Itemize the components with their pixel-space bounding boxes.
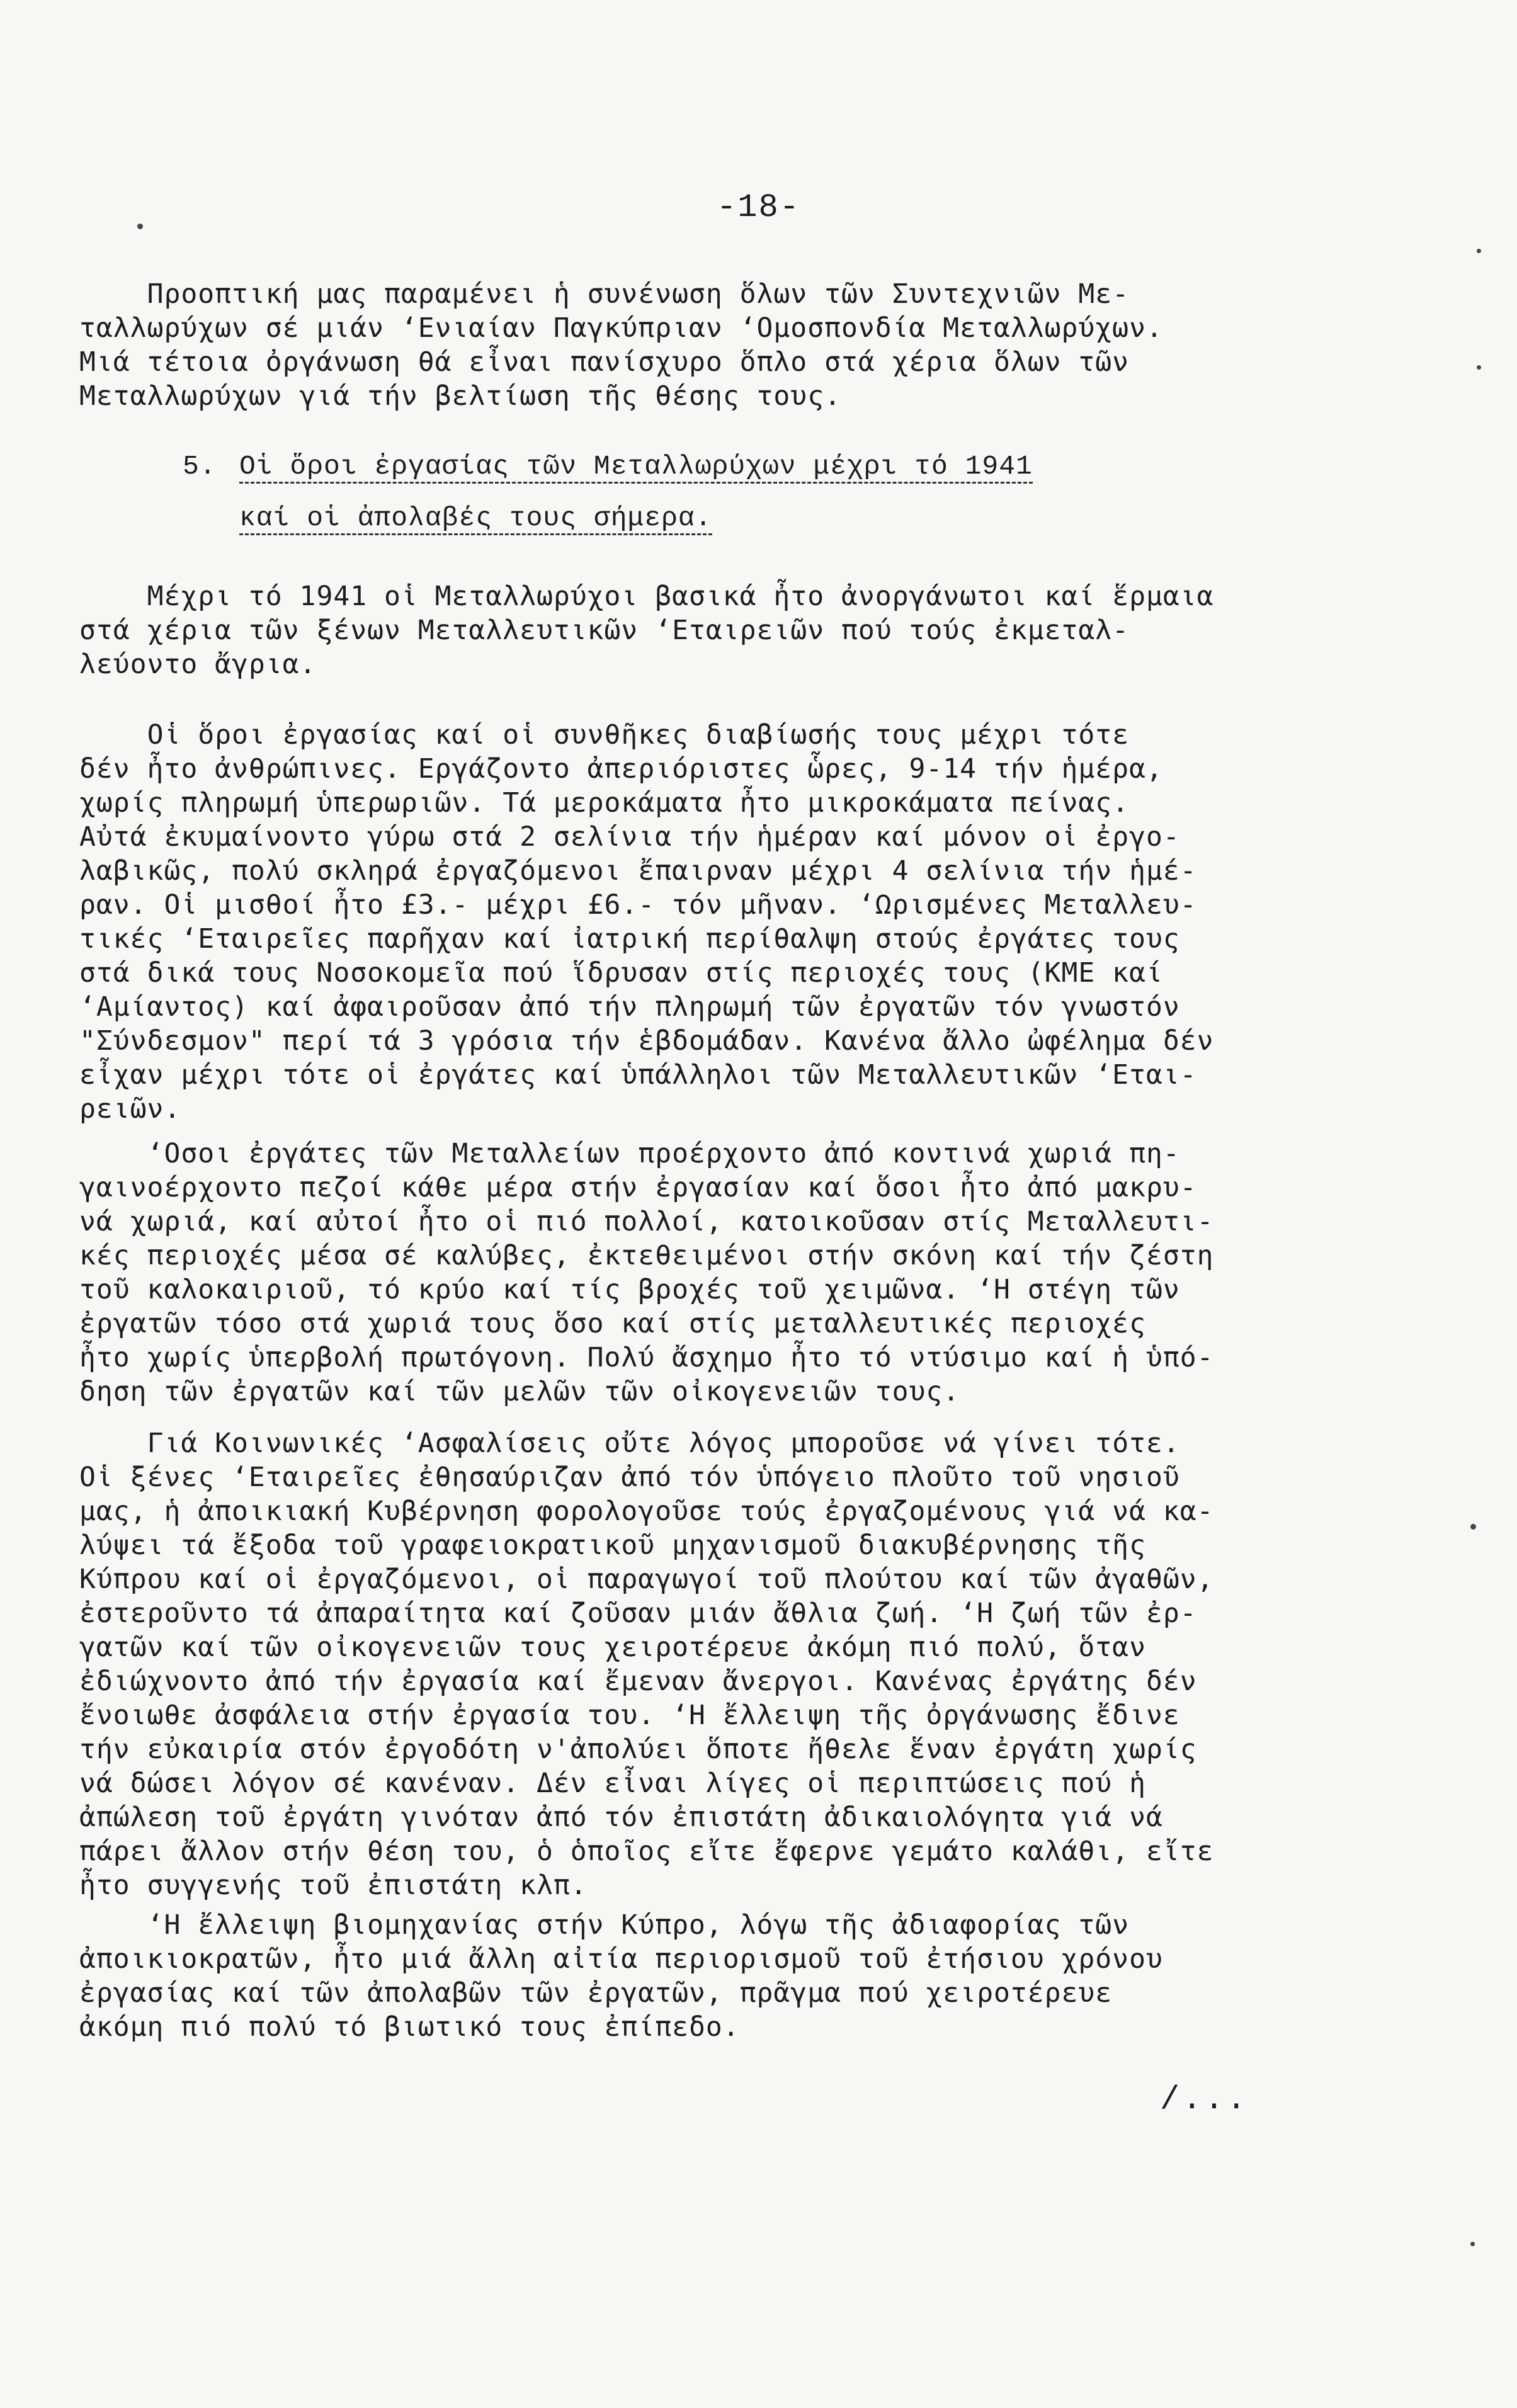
scan-speck — [1470, 2242, 1475, 2246]
page-number: -18- — [717, 189, 800, 226]
scan-speck — [137, 224, 143, 229]
section-title-line2: καί οἱ ἀπολαβές τους σήμερα. — [239, 503, 712, 535]
scan-speck — [1470, 1524, 1476, 1530]
scan-speck — [1477, 365, 1481, 370]
section-number: 5. — [183, 451, 217, 482]
section-heading-line2 — [183, 492, 1379, 544]
paragraph-social-insurance: Γιά Κοινωνικές ‘Ασφαλίσεις οὔτε λόγος μποροῦσε νά γίνει τότε. Οἱ ξένες ‘Εταιρεῖες ἐθησαύριζαν ἀπό τόν ὑπόγειο πλοῦτο τοῦ νησιοῦ μας, ἡ ἀποικιακή Κυβέρνηση φορολογοῦσε τούς ἐργαζομένους γιά νά κα- λύψει τά ἔξοδα τοῦ γραφειοκρατικοῦ μηχανισμοῦ διακυβέρνησης τῆς Κύπρου καί οἱ ἐργαζόμενοι, οἱ παραγωγοί τοῦ πλούτου καί τῶν ἀγαθῶν, ἐστεροῦντο τά ἀπαραίτητα καί ζοῦσαν μιάν ἄθλια ζωή. ‘Η ζωή τῶν ἐρ- γατῶν καί τῶν οἰκογενειῶν τους χειροτέρευε ἀκόμη πιό πολύ, ὅταν ἐδιώχνοντο ἀπό τήν ἐργασία καί ἔμεναν ἄνεργοι. Κανένας ἐργάτης δέν ἔνοιωθε ἀσφάλεια στήν ἐργασία του. ‘Η ἔλλειψη τῆς ὀργάνωσης ἔδινε τήν εὐκαιρία στόν ἐργοδότη ν'ἀπολύει ὅποτε ἤθελε ἕναν ἐργάτη χωρίς νά δώσει λόγον σέ κανέναν. Δέν εἶναι λίγες οἱ περιπτώσεις πού ἡ ἀπώλεση τοῦ ἐργάτη γινόταν ἀπό τόν ἐπιστάτη ἀδικαιολόγητα γιά νά πάρει ἄλλον στήν θέση του, ὁ ὁποῖος εἴτε ἔφερνε γεμάτο καλάθι, εἴτε ἦτο συγγενής τοῦ ἐπιστάτη κλπ. — [79, 1428, 1214, 1901]
section-heading — [183, 441, 1379, 544]
section-heading-line1 — [183, 441, 1379, 492]
paragraph-lack-of-industry: ‘Η ἔλλειψη βιομηχανίας στήν Κύπρο, λόγω τῆς ἀδιαφορίας τῶν ἀποικιοκρατῶν, ἦτο μιά ἄλλη αἰτία περιορισμοῦ τοῦ ἐτήσιου χρόνου ἐργασίας καί τῶν ἀπολαβῶν τῶν ἐργατῶν, πρᾶγμα πού χειροτέρευε ἀκόμη πιό πολύ τό βιωτικό τους ἐπίπεδο. — [79, 1909, 1163, 2043]
scan-speck — [1477, 249, 1481, 253]
section-title-line1: Οἱ ὅροι ἐργασίας τῶν Μεταλλωρύχων μέχρι τό 1941 — [239, 451, 1033, 484]
continuation-mark: /... — [1160, 2081, 1249, 2118]
paragraph-housing: ‘Οσοι ἐργάτες τῶν Μεταλλείων προέρχοντο ἀπό κοντινά χωριά πη- γαινοέρχοντο πεζοί κάθε μέρα στήν ἐργασίαν καί ὅσοι ἦτο ἀπό μακρυ- νά χωριά, καί αὐτοί ἦτο οἱ πιό πολλοί, κατοικοῦσαν στίς Μεταλλευτι- κές περιοχές μέσα σέ καλύβες, ἐκτεθειμένοι στήν σκόνη καί τήν ζέστη τοῦ καλοκαιριοῦ, τό κρύο καί τίς βροχές τοῦ χειμῶνα. ‘Η στέγη τῶν ἐργατῶν τόσο στά χωριά τους ὅσο καί στίς μεταλλευτικές περιοχές ἦτο χωρίς ὑπερβολή πρωτόγονη. Πολύ ἄσχημο ἦτο τό ντύσιμο καί ἡ ὑπό- δηση τῶν ἐργατῶν καί τῶν μελῶν τῶν οἰκογενειῶν τους. — [79, 1138, 1214, 1407]
paragraph-before-1941: Μέχρι τό 1941 οἱ Μεταλλωρύχοι βασικά ἦτο ἀνοργάνωτοι καί ἕρμαια στά χέρια τῶν ξένων Μεταλλευτικῶν ‘Εταιρειῶν πού τούς ἐκμεταλ- λεύοντο ἄγρια. — [79, 581, 1214, 680]
paragraph-working-conditions: Οἱ ὅροι ἐργασίας καί οἱ συνθῆκες διαβίωσής τους μέχρι τότε δέν ἦτο ἀνθρώπινες. Εργάζοντο ἀπεριόριστες ὧρες, 9-14 τήν ἡμέρα, χωρίς πληρωμή ὑπερωριῶν. Τά μεροκάματα ἦτο μικροκάματα πείνας. Αὐτά ἐκυμαίνοντο γύρω στά 2 σελίνια τήν ἡμέραν καί μόνον οἱ ἐργο- λαβικῶς, πολύ σκληρά ἐργαζόμενοι ἔπαιρναν μέχρι 4 σελίνια τήν ἡμέ- ραν. Οἱ μισθοί ἦτο £3.- μέχρι £6.- τόν μῆναν. ‘Ωρισμένες Μεταλλευ- τικές ‘Εταιρεῖες παρῆχαν καί ἰατρική περίθαλψη στούς ἐργάτες τους στά δικά τους Νοσοκομεῖα πού ἵδρυσαν στίς περιοχές τους (ΚΜΕ καί ‘Αμίαντος) καί ἀφαιροῦσαν ἀπό τήν πληρωμή τῶν ἐργατῶν τόν γνωστόν "Σύνδεσμον" περί τά 3 γρόσια τήν ἑβδομάδαν. Κανένα ἄλλο ὠφέλημα δέν εἶχαν μέχρι τότε οἱ ἐργάτες καί ὑπάλληλοι τῶν Μεταλλευτικῶν ‘Εται- ρειῶν. — [79, 719, 1214, 1125]
paragraph-union-outlook: Προοπτική μας παραμένει ἡ συνένωση ὅλων τῶν Συντεχνιῶν Με- ταλλωρύχων σέ μιάν ‘Ενιαίαν Παγκύπριαν ‘Ομοσπονδία Μεταλλωρύχων. Μιά τέτοια ὀργάνωση θά εἶναι πανίσχυρο ὅπλο στά χέρια ὅλων τῶν Μεταλλωρύχων γιά τήν βελτίωση τῆς θέσης τους. — [79, 278, 1163, 412]
